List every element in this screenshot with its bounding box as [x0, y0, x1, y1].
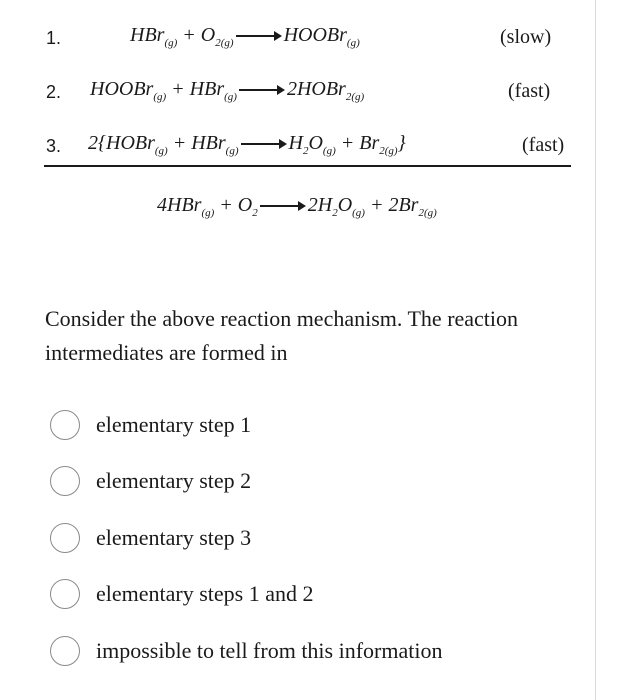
reaction-arrow-icon [260, 205, 306, 207]
equation-reactants [130, 24, 234, 49]
formula-text: HOOBr [90, 78, 154, 100]
reaction-arrow-icon [236, 35, 282, 37]
formula-subscript: (g) [154, 145, 168, 157]
panel-right-border [595, 0, 596, 700]
equation-products [283, 24, 360, 49]
formula-text: + O [214, 194, 253, 216]
formula-text: + HBr [167, 132, 226, 154]
step-rate: (slow) [500, 26, 552, 48]
radio-button-icon[interactable] [50, 636, 80, 666]
formula-text: 4HBr [157, 194, 202, 216]
formula-text: + O [177, 24, 216, 46]
formula-text: } [397, 132, 406, 154]
formula-subscript: (g) [225, 145, 239, 157]
formula-subscript: 2(g) [379, 145, 398, 157]
formula-subscript: (g) [164, 37, 178, 49]
option-label[interactable]: elementary step 2 [96, 468, 252, 493]
step-number: 3. [46, 136, 62, 156]
option-label[interactable]: elementary step 1 [96, 412, 252, 437]
step-number: 2. [46, 82, 62, 102]
question-text: Consider the above reaction mechanism. The reaction intermediates are formed in [45, 306, 519, 365]
step-equation [90, 78, 364, 103]
equation-products [286, 78, 365, 103]
step-rate: (fast) [508, 80, 551, 102]
mechanism-step-3 [0, 132, 595, 162]
summation-line [44, 165, 571, 167]
formula-text: + HBr [166, 78, 225, 100]
formula-subscript: 2 [302, 145, 309, 157]
formula-subscript: (g) [224, 91, 237, 103]
radio-button-icon[interactable] [50, 579, 80, 609]
reaction-arrow-icon [241, 143, 287, 145]
formula-subscript: (g) [153, 91, 167, 103]
formula-subscript: (g) [346, 37, 360, 49]
option-label[interactable]: elementary steps 1 and 2 [96, 581, 314, 606]
option-label[interactable]: elementary step 3 [96, 525, 252, 550]
radio-button-icon[interactable] [50, 466, 80, 496]
formula-text: H [288, 132, 303, 154]
formula-text: HOOBr [283, 24, 347, 46]
mechanism-step-2 [0, 78, 595, 108]
equation-reactants [157, 194, 258, 219]
reaction-arrow-icon [239, 89, 285, 91]
formula-text: O [337, 194, 353, 216]
formula-text: + Br [335, 132, 380, 154]
equation-products [307, 194, 437, 219]
equation-products [288, 132, 406, 157]
formula-text: HBr [130, 24, 165, 46]
step-equation [88, 132, 406, 157]
formula-text: 2HOBr [286, 78, 346, 100]
option-label[interactable]: impossible to tell from this information [96, 638, 443, 663]
overall-reaction [0, 194, 595, 224]
radio-button-icon[interactable] [50, 410, 80, 440]
formula-subscript: 2 [332, 207, 338, 219]
equation-reactants [88, 132, 239, 157]
step-number: 1. [46, 28, 62, 48]
formula-text: O [308, 132, 323, 154]
equation-reactants [90, 78, 237, 103]
step-equation [130, 24, 360, 49]
formula-text: 2H [307, 194, 333, 216]
formula-text: 2{HOBr [88, 132, 155, 154]
step-rate: (fast) [522, 134, 565, 156]
overall-equation [157, 194, 437, 219]
formula-subscript: (g) [352, 207, 365, 219]
formula-subscript: 2 [252, 207, 258, 219]
formula-subscript: 2(g) [418, 207, 437, 219]
formula-subscript: (g) [201, 207, 215, 219]
formula-subscript: (g) [322, 145, 336, 157]
radio-button-icon[interactable] [50, 523, 80, 553]
formula-text: + 2Br [364, 194, 419, 216]
formula-subscript: 2(g) [215, 37, 234, 49]
mechanism-step-1 [0, 24, 595, 54]
formula-subscript: 2(g) [345, 91, 365, 103]
